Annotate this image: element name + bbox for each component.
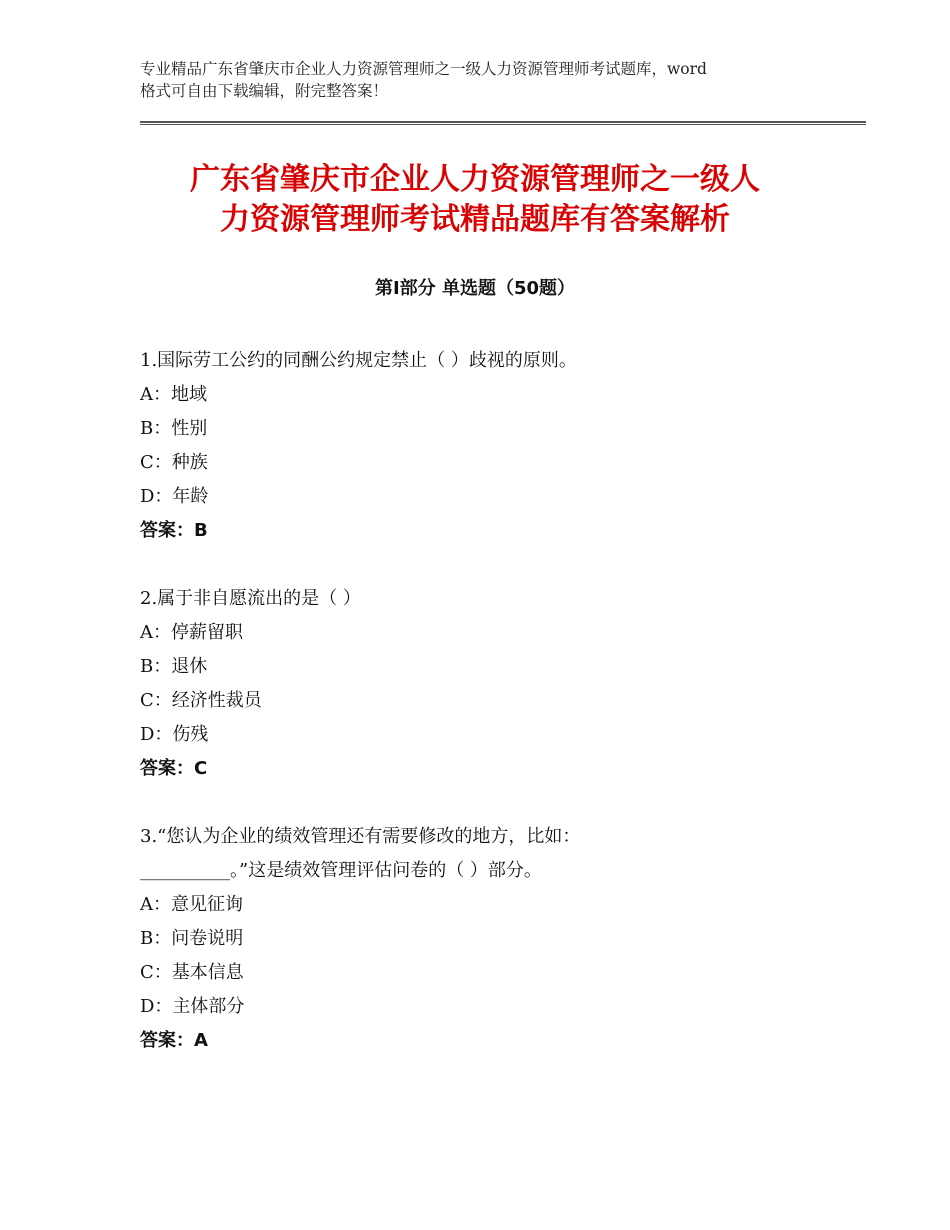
question-item [140, 820, 860, 1058]
option-a: A：停薪留职 [140, 622, 243, 643]
header-divider [140, 121, 866, 126]
header-note-line: 专业精品广东省肇庆市企业人力资源管理师之一级人力资源管理师考试题库，word [140, 60, 707, 78]
document-title-line: 广东省肇庆市企业人力资源管理师之一级人 [190, 162, 760, 197]
option-b: B：问卷说明 [140, 928, 244, 949]
question-text: 1.国际劳工公约的同酬公约规定禁止（ ）歧视的原则。 [140, 350, 577, 371]
document-title [100, 160, 850, 240]
header-note [140, 58, 840, 102]
answer-text: 答案：C [140, 758, 208, 779]
option-d: D：伤残 [140, 724, 209, 745]
option-b: B：性别 [140, 418, 208, 439]
header-note-line: 格式可自由下载编辑，附完整答案！ [140, 82, 389, 100]
option-b: B：退休 [140, 656, 208, 677]
option-d: D：年龄 [140, 486, 209, 507]
option-c: C：经济性裁员 [140, 690, 262, 711]
question-text: 2.属于非自愿流出的是（ ） [140, 588, 361, 609]
question-list [140, 344, 860, 1092]
section-title: 第Ⅰ部分 单选题（50题） [374, 278, 575, 299]
question-item [140, 582, 860, 786]
option-c: C：种族 [140, 452, 208, 473]
answer-text: 答案：A [140, 1030, 208, 1051]
document-title-line: 力资源管理师考试精品题库有答案解析 [220, 202, 730, 237]
option-c: C：基本信息 [140, 962, 244, 983]
option-d: D：主体部分 [140, 996, 245, 1017]
question-item [140, 344, 860, 548]
question-text: 3.“您认为企业的绩效管理还有需要修改的地方，比如： [140, 826, 581, 847]
option-a: A：意见征询 [140, 894, 243, 915]
option-a: A：地域 [140, 384, 207, 405]
answer-text: 答案：B [140, 520, 208, 541]
question-text-continued: __________。”这是绩效管理评估问卷的（ ）部分。 [140, 860, 542, 881]
